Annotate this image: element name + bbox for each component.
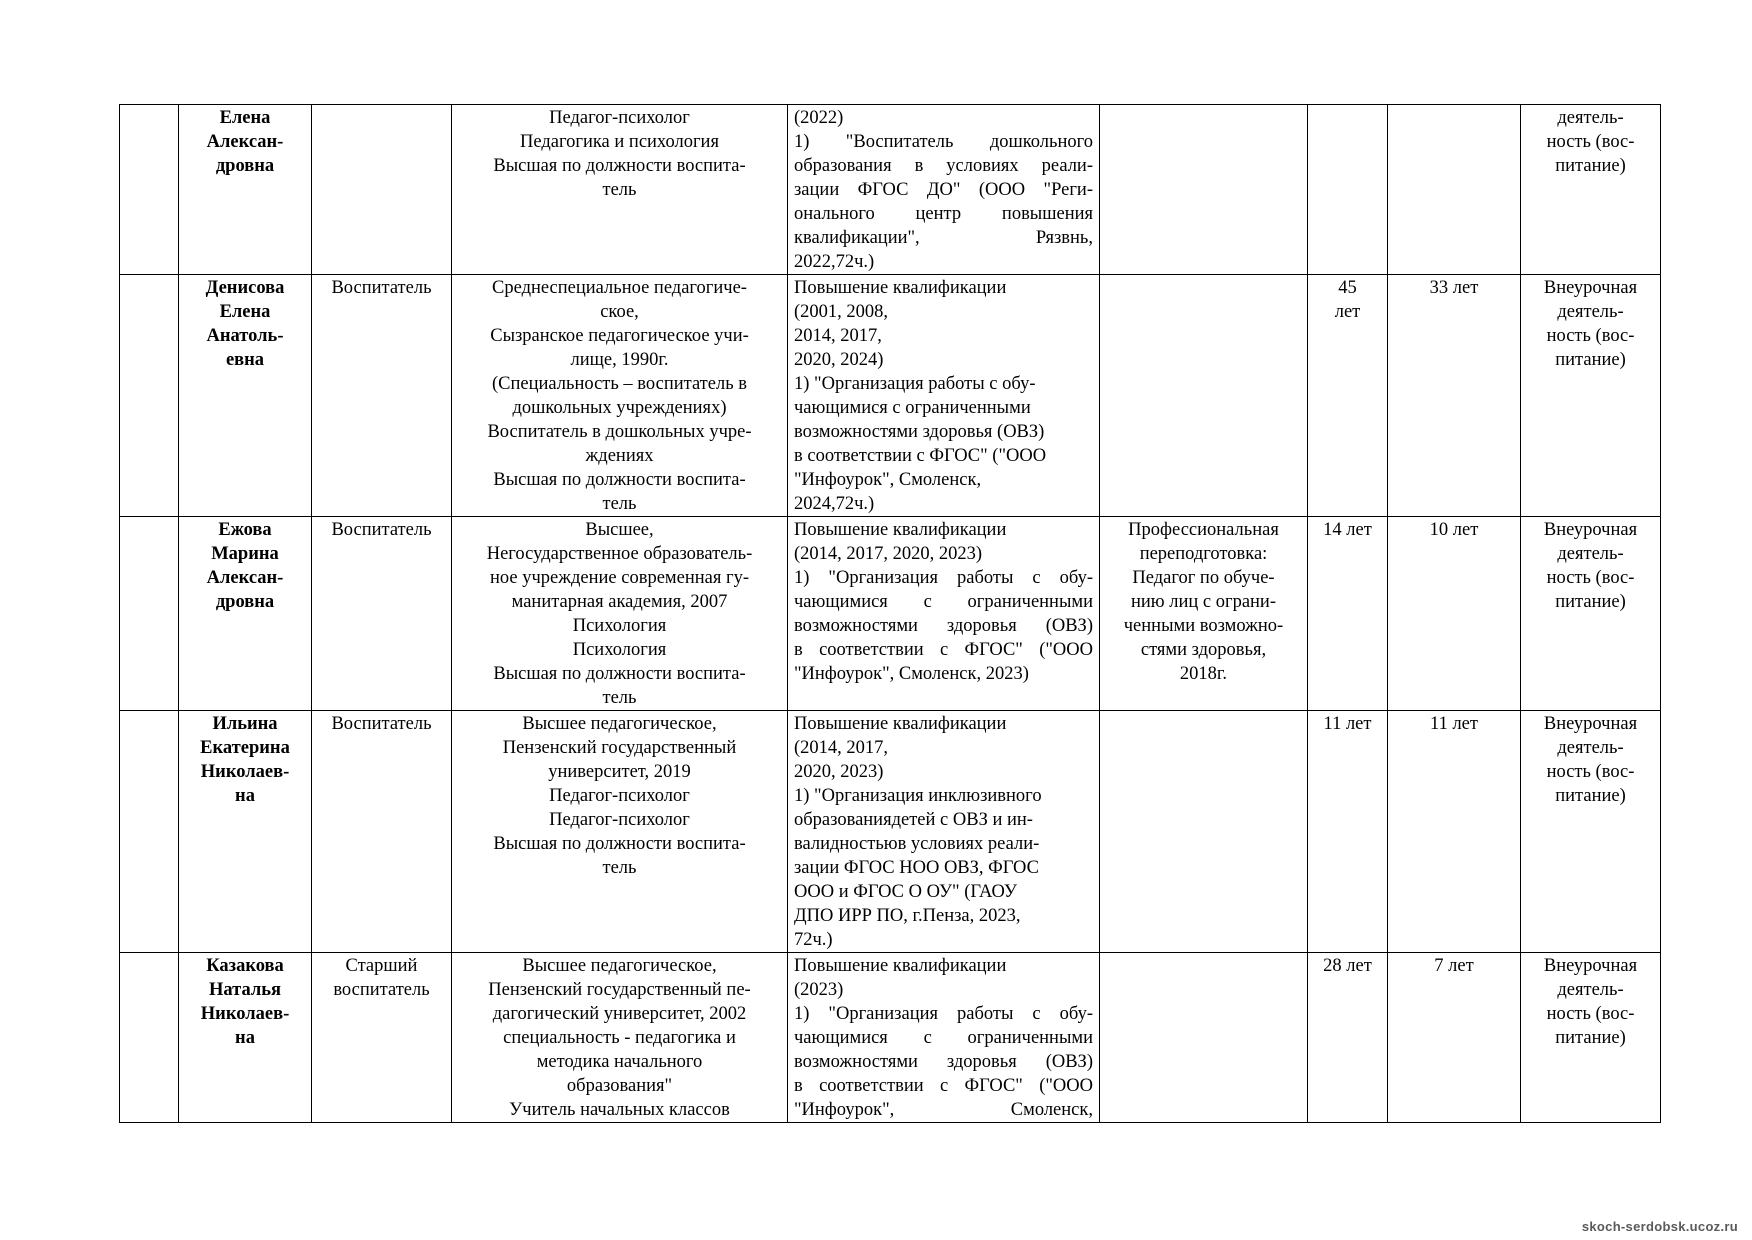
- cell-text-line: Повышение квалификации: [794, 520, 1007, 540]
- cell-text-line: возможностями здоровья (ОВЗ): [794, 1052, 1093, 1072]
- cell-text-line: Внеурочная: [1543, 956, 1638, 976]
- cell-text-line: Педагог по обуче-: [1132, 568, 1275, 588]
- cell-text-line: валидностьюв условиях реали-: [794, 834, 1040, 854]
- cell-text-line: Ильина: [212, 714, 278, 734]
- cell-text-line: тель: [602, 858, 637, 878]
- cell-text-line: Педагог-психолог: [549, 786, 690, 806]
- cell-text-line: 2020, 2024): [794, 350, 884, 370]
- cell-text-line: Сызранское педагогическое учи-: [490, 326, 749, 346]
- cell-text-line: в соответствии с ФГОС" ("ООО: [794, 446, 1047, 466]
- cell-text-line: Николаев-: [200, 762, 290, 782]
- cell-text-line: Внеурочная: [1543, 278, 1638, 298]
- cell-text-line: 33 лет: [1429, 278, 1479, 298]
- employee-name-cell: [179, 275, 312, 517]
- cell-text-line: (2023): [794, 980, 844, 1000]
- table-body: [120, 105, 1661, 1123]
- cell-text-line: Елена: [219, 302, 271, 322]
- cell-text-line: Екатерина: [200, 738, 290, 758]
- cell-text-line: (Специальность – воспитатель в: [492, 374, 747, 394]
- row-index-cell: [120, 953, 179, 1123]
- cell-text-line: "Инфоурок", Смоленск,: [794, 470, 982, 490]
- cell-text-line: Елена: [219, 108, 271, 128]
- cell-text-line: деятель-: [1557, 738, 1624, 758]
- cell-text-line: ООО и ФГОС О ОУ" (ГАОУ: [794, 882, 1017, 902]
- cell-text-line: в соответствии с ФГОС" ("ООО: [794, 1076, 1093, 1096]
- pedagogical-experience-cell: [1388, 517, 1521, 711]
- cell-text-line: Старший: [345, 956, 418, 976]
- position-cell: [312, 711, 452, 953]
- cell-text-line: Наталья: [208, 980, 282, 1000]
- education-cell: [452, 953, 788, 1123]
- education-cell: [452, 517, 788, 711]
- cell-text-line: Повышение квалификации: [794, 956, 1007, 976]
- cell-text-line: университет, 2019: [548, 762, 691, 782]
- cell-text-line: ность (вос-: [1546, 132, 1635, 152]
- table-row: [120, 953, 1661, 1123]
- total-experience-cell: [1308, 105, 1388, 275]
- cell-text-line: питание): [1555, 350, 1626, 370]
- cell-text-line: тель: [602, 494, 637, 514]
- cell-text-line: дошкольных учреждениях): [512, 398, 727, 418]
- education-cell: [452, 105, 788, 275]
- cell-text-line: 2018г.: [1179, 664, 1228, 684]
- retraining-cell: [1100, 105, 1308, 275]
- cell-text-line: (2001, 2008,: [794, 302, 889, 322]
- cell-text-line: Казакова: [206, 956, 284, 976]
- pedagogical-experience-cell: [1388, 105, 1521, 275]
- cell-text-line: 2020, 2023): [794, 762, 884, 782]
- cell-text-line: 1) "Организация работы с обу-: [794, 374, 1036, 394]
- cell-text-line: чающимися с ограниченными: [794, 398, 1031, 418]
- qualification-courses-cell: [788, 711, 1100, 953]
- cell-text-line: зации ФГОС НОО ОВЗ, ФГОС: [794, 858, 1039, 878]
- retraining-cell: [1100, 517, 1308, 711]
- cell-text-line: Воспитатель: [331, 714, 432, 734]
- cell-text-line: Воспитатель в дошкольных учре-: [487, 422, 752, 442]
- total-experience-cell: [1308, 517, 1388, 711]
- cell-text-line: Николаев-: [200, 1004, 290, 1024]
- cell-text-line: 1) "Организация работы с обу-: [794, 568, 1093, 588]
- cell-text-line: тель: [602, 180, 637, 200]
- cell-text-line: деятель-: [1557, 544, 1624, 564]
- cell-text-line: Высшая по должности воспита-: [493, 470, 746, 490]
- cell-text-line: специальность - педагогика и: [503, 1028, 736, 1048]
- cell-text-line: на: [235, 786, 255, 806]
- cell-text-line: Повышение квалификации: [794, 714, 1007, 734]
- table-row: [120, 711, 1661, 953]
- row-index-cell: [120, 711, 179, 953]
- cell-text-line: 2024,72ч.): [794, 494, 875, 514]
- cell-text-line: 45: [1338, 278, 1357, 298]
- cell-text-line: методика начального: [536, 1052, 703, 1072]
- cell-text-line: Психология: [572, 616, 667, 636]
- cell-text-line: Воспитатель: [331, 278, 432, 298]
- cell-text-line: Внеурочная: [1543, 714, 1638, 734]
- cell-text-line: 2014, 2017,: [794, 326, 882, 346]
- cell-text-line: образования в условиях реали-: [794, 156, 1093, 176]
- cell-text-line: Психология: [572, 640, 667, 660]
- cell-text-line: ДПО ИРР ПО, г.Пенза, 2023,: [794, 906, 1021, 926]
- activity-cell: [1521, 711, 1661, 953]
- employee-name-cell: [179, 517, 312, 711]
- pedagogical-experience-cell: [1388, 275, 1521, 517]
- cell-text-line: ность (вос-: [1546, 326, 1635, 346]
- retraining-cell: [1100, 711, 1308, 953]
- cell-text-line: питание): [1555, 1028, 1626, 1048]
- cell-text-line: нию лиц с ограни-: [1130, 592, 1276, 612]
- cell-text-line: питание): [1555, 592, 1626, 612]
- cell-text-line: ность (вос-: [1546, 568, 1635, 588]
- cell-text-line: 7 лет: [1434, 956, 1474, 976]
- cell-text-line: Высшее педагогическое,: [522, 956, 717, 976]
- cell-text-line: питание): [1555, 786, 1626, 806]
- cell-text-line: Повышение квалификации: [794, 278, 1007, 298]
- qualification-courses-cell: [788, 517, 1100, 711]
- employee-name-cell: [179, 711, 312, 953]
- table-row: [120, 517, 1661, 711]
- qualification-courses-cell: [788, 275, 1100, 517]
- cell-text-line: Пензенский государственный пе-: [488, 980, 751, 1000]
- cell-text-line: Высшая по должности воспита-: [493, 664, 746, 684]
- cell-text-line: Педагогика и психология: [520, 132, 719, 152]
- cell-text-line: Пензенский государственный: [502, 738, 737, 758]
- cell-text-line: в соответствии с ФГОС" ("ООО: [794, 640, 1093, 660]
- cell-text-line: Высшее педагогическое,: [522, 714, 717, 734]
- activity-cell: [1521, 953, 1661, 1123]
- cell-text-line: Высшая по должности воспита-: [493, 834, 746, 854]
- education-cell: [452, 275, 788, 517]
- cell-text-line: Марина: [211, 544, 279, 564]
- total-experience-cell: [1308, 711, 1388, 953]
- cell-text-line: дагогический университет, 2002: [492, 1004, 747, 1024]
- retraining-cell: [1100, 953, 1308, 1123]
- cell-text-line: Негосударственное образователь-: [486, 544, 753, 564]
- cell-text-line: возможностями здоровья (ОВЗ): [794, 616, 1093, 636]
- cell-text-line: ность (вос-: [1546, 762, 1635, 782]
- cell-text-line: манитарная академия, 2007: [511, 592, 728, 612]
- cell-text-line: деятель-: [1557, 108, 1624, 128]
- cell-text-line: 1) "Воспитатель дошкольного: [794, 132, 1093, 152]
- total-experience-cell: [1308, 953, 1388, 1123]
- cell-text-line: чающимися с ограниченными: [794, 1028, 1093, 1048]
- pedagogical-experience-cell: [1388, 953, 1521, 1123]
- row-index-cell: [120, 105, 179, 275]
- cell-text-line: ное учреждение современная гу-: [490, 568, 749, 588]
- cell-text-line: Педагог-психолог: [549, 108, 690, 128]
- cell-text-line: ность (вос-: [1546, 1004, 1635, 1024]
- employee-name-cell: [179, 105, 312, 275]
- cell-text-line: лет: [1334, 302, 1361, 322]
- cell-text-line: зации ФГОС ДО" (ООО "Реги-: [794, 180, 1093, 200]
- cell-text-line: стями здоровья,: [1140, 640, 1267, 660]
- qualification-courses-cell: [788, 105, 1100, 275]
- cell-text-line: переподготовка:: [1139, 544, 1268, 564]
- cell-text-line: тель: [602, 688, 637, 708]
- cell-text-line: Воспитатель: [331, 520, 432, 540]
- cell-text-line: дровна: [215, 592, 275, 612]
- cell-text-line: 14 лет: [1323, 520, 1372, 540]
- activity-cell: [1521, 275, 1661, 517]
- cell-text-line: (2022): [794, 108, 844, 128]
- cell-text-line: (2014, 2017, 2020, 2023): [794, 544, 983, 564]
- position-cell: [312, 517, 452, 711]
- table-row: [120, 275, 1661, 517]
- cell-text-line: 1) "Организация работы с обу-: [794, 1004, 1093, 1024]
- cell-text-line: на: [235, 1028, 255, 1048]
- cell-text-line: 11 лет: [1430, 714, 1478, 734]
- cell-text-line: образованиядетей с ОВЗ и ин-: [794, 810, 1033, 830]
- cell-text-line: Внеурочная: [1543, 520, 1638, 540]
- cell-text-line: ское,: [600, 302, 639, 322]
- site-watermark: skoch-serdobsk.ucoz.ru: [1581, 1219, 1738, 1234]
- cell-text-line: 1) "Организация инклюзивного: [794, 786, 1042, 806]
- cell-text-line: Среднеспециальное педагогиче-: [492, 278, 747, 298]
- cell-text-line: 10 лет: [1429, 520, 1479, 540]
- cell-text-line: "Инфоурок", Смоленск, 2023): [794, 664, 1029, 684]
- cell-text-line: Высшая по должности воспита-: [493, 156, 746, 176]
- cell-text-line: 11 лет: [1323, 714, 1372, 734]
- cell-text-line: евна: [225, 350, 265, 370]
- cell-text-line: дровна: [215, 156, 275, 176]
- table-row: [120, 105, 1661, 275]
- cell-text-line: Учитель начальных классов: [509, 1100, 730, 1120]
- education-cell: [452, 711, 788, 953]
- position-cell: [312, 953, 452, 1123]
- cell-text-line: чающимися с ограниченными: [794, 592, 1093, 612]
- cell-text-line: образования": [566, 1076, 673, 1096]
- activity-cell: [1521, 105, 1661, 275]
- cell-text-line: деятель-: [1557, 980, 1624, 1000]
- cell-text-line: Алексан-: [206, 568, 284, 588]
- cell-text-line: Денисова: [205, 278, 285, 298]
- cell-text-line: квалификации", Рязвнь,: [794, 228, 1093, 248]
- cell-text-line: "Инфоурок", Смоленск,: [794, 1100, 1093, 1120]
- cell-text-line: Алексан-: [206, 132, 284, 152]
- row-index-cell: [120, 517, 179, 711]
- employee-name-cell: [179, 953, 312, 1123]
- cell-text-line: Анатоль-: [206, 326, 284, 346]
- row-index-cell: [120, 275, 179, 517]
- cell-text-line: Профессиональная: [1128, 520, 1279, 540]
- cell-text-line: воспитатель: [333, 980, 430, 1000]
- retraining-cell: [1100, 275, 1308, 517]
- cell-text-line: деятель-: [1557, 302, 1624, 322]
- cell-text-line: лище, 1990г.: [570, 350, 669, 370]
- total-experience-cell: [1308, 275, 1388, 517]
- cell-text-line: Педагог-психолог: [549, 810, 690, 830]
- cell-text-line: 28 лет: [1323, 956, 1372, 976]
- cell-text-line: Ежова: [218, 520, 272, 540]
- cell-text-line: 2022,72ч.): [794, 252, 875, 272]
- cell-text-line: Высшее,: [585, 520, 654, 540]
- cell-text-line: ченными возможно-: [1123, 616, 1284, 636]
- cell-text-line: (2014, 2017,: [794, 738, 889, 758]
- activity-cell: [1521, 517, 1661, 711]
- cell-text-line: питание): [1555, 156, 1626, 176]
- position-cell: [312, 275, 452, 517]
- cell-text-line: онального центр повышения: [794, 204, 1093, 224]
- cell-text-line: ждениях: [585, 446, 654, 466]
- staff-table: [119, 104, 1661, 1123]
- cell-text-line: возможностями здоровья (ОВЗ): [794, 422, 1045, 442]
- qualification-courses-cell: [788, 953, 1100, 1123]
- cell-text-line: 72ч.): [794, 930, 833, 950]
- pedagogical-experience-cell: [1388, 711, 1521, 953]
- position-cell: [312, 105, 452, 275]
